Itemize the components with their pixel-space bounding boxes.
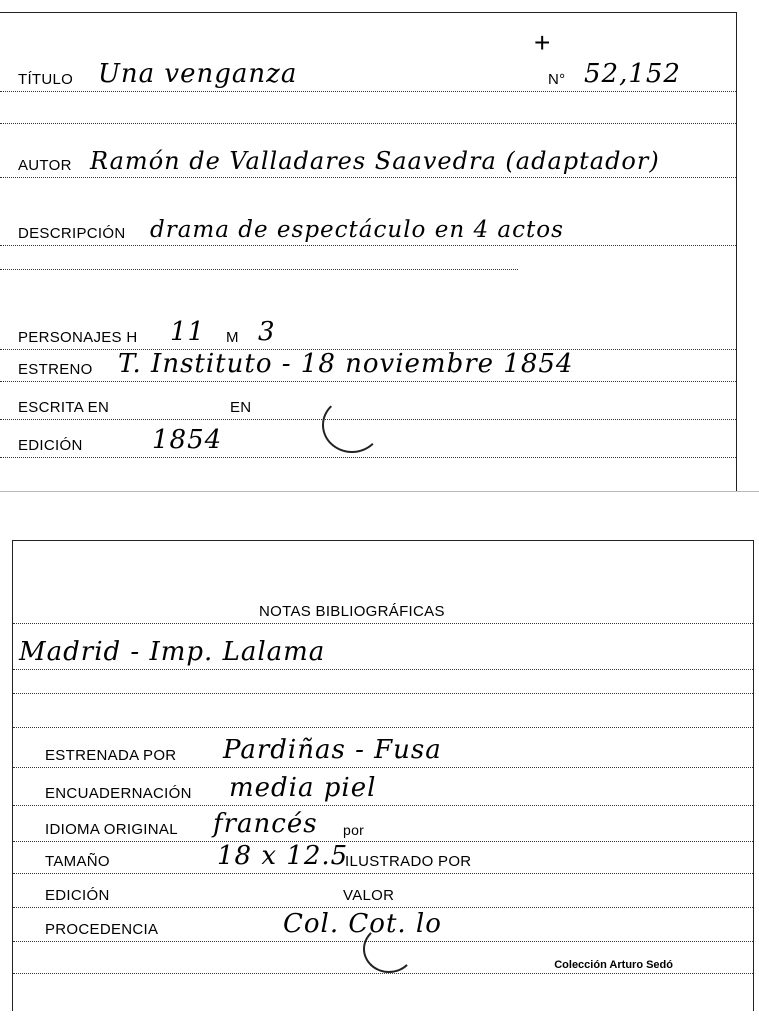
autor-row [0,143,736,178]
punch-hole [322,397,382,453]
ilustrado-label: ILUSTRADO POR [345,853,472,870]
titulo-row [0,57,736,92]
catalog-card-back [12,540,754,1011]
tamano-row [13,839,753,874]
punch-hole [363,925,415,973]
notas-value-row [13,635,753,670]
idioma-por-label: por [343,822,365,838]
estrenada-label: ESTRENADA POR [45,747,177,764]
valor-label: VALOR [343,887,395,904]
blank-line [0,269,518,270]
notas-row [13,589,753,624]
procedencia-value: Col. Cot. lo [283,909,442,939]
personajes-m-value: 3 [258,317,276,347]
tamano-value: 18 x 12.5 [217,841,349,871]
edicion-label: EDICIÓN [18,437,83,454]
notas-label: NOTAS BIBLIOGRÁFICAS [259,603,445,620]
card-separator [0,491,759,492]
escrita-en2-label: EN [230,399,252,416]
blank-line [13,973,753,974]
blank-line [13,727,753,728]
personajes-label: PERSONAJES H [18,329,138,346]
edicion-valor-row [13,873,753,908]
estrenada-row [13,733,753,768]
encuadernacion-value: media piel [229,773,377,803]
estreno-row [0,347,736,382]
autor-value: Ramón de Valladares Saavedra (adaptador) [90,147,660,175]
descripcion-value: drama de espectáculo en 4 actos [150,217,564,243]
blank-line [13,693,753,694]
encuadernacion-label: ENCUADERNACIÓN [45,785,192,802]
cross-mark: + [534,27,551,58]
estreno-value: T. Instituto - 18 noviembre 1854 [118,349,574,379]
idioma-value: francés [213,809,318,839]
autor-label: AUTOR [18,157,72,174]
personajes-h-value: 11 [170,317,206,347]
procedencia-label: PROCEDENCIA [45,921,159,938]
personajes-m-label: M [226,329,239,346]
descripcion-row [0,211,736,246]
notas-value: Madrid - Imp. Lalama [19,637,326,667]
titulo-label: TÍTULO [18,71,74,88]
collection-footer: Colección Arturo Sedó [554,959,673,971]
descripcion-label: DESCRIPCIÓN [18,225,126,242]
numero-value: 52,152 [584,59,681,89]
idioma-row [13,807,753,842]
tamano-label: TAMAÑO [45,853,110,870]
numero-label: N° [548,71,566,88]
edicion-value: 1854 [152,425,223,455]
estreno-label: ESTRENO [18,361,93,378]
titulo-value: Una venganza [98,59,298,89]
personajes-row [0,315,736,350]
encuadernacion-row [13,771,753,806]
estrenada-value: Pardiñas - Fusa [223,735,442,765]
catalog-card-front [0,12,737,491]
blank-line [0,123,736,124]
escrita-en-label: ESCRITA EN [18,399,110,416]
idioma-label: IDIOMA ORIGINAL [45,821,178,838]
edicion2-label: EDICIÓN [45,887,110,904]
